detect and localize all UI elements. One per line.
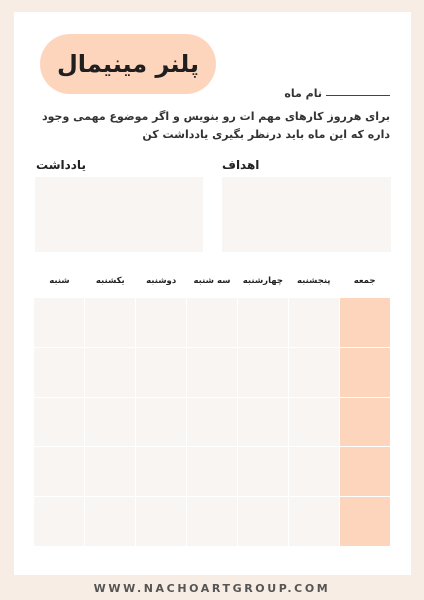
- notes-label: یادداشت: [36, 158, 86, 172]
- calendar-grid: [34, 298, 390, 546]
- page-title: پلنر مینیمال: [40, 34, 216, 94]
- weekday-header: [34, 276, 390, 288]
- calendar-cell[interactable]: [340, 398, 390, 447]
- calendar-cell[interactable]: [238, 497, 288, 546]
- calendar-cell[interactable]: [34, 447, 84, 496]
- calendar-cell[interactable]: [289, 447, 339, 496]
- calendar-cell[interactable]: [34, 348, 84, 397]
- calendar-cell[interactable]: [136, 398, 186, 447]
- calendar-cell[interactable]: [187, 497, 237, 546]
- calendar-cell[interactable]: [85, 497, 135, 546]
- calendar-cell[interactable]: [187, 398, 237, 447]
- calendar-cell[interactable]: [289, 497, 339, 546]
- day-label-thursday: پنجشنبه: [296, 276, 331, 286]
- calendar-cell[interactable]: [238, 348, 288, 397]
- day-label-sunday: یکشنبه: [95, 276, 125, 286]
- calendar-cell[interactable]: [136, 497, 186, 546]
- calendar-cell[interactable]: [34, 298, 84, 347]
- day-label-friday: جمعه: [353, 276, 376, 286]
- calendar-cell[interactable]: [238, 398, 288, 447]
- calendar-cell[interactable]: [238, 298, 288, 347]
- calendar-cell[interactable]: [340, 497, 390, 546]
- calendar-cell[interactable]: [34, 497, 84, 546]
- calendar-cell[interactable]: [85, 298, 135, 347]
- calendar-cell[interactable]: [340, 447, 390, 496]
- notes-box[interactable]: [35, 177, 203, 252]
- day-label-tuesday: سه شنبه: [193, 276, 231, 286]
- calendar-cell[interactable]: [136, 447, 186, 496]
- day-label-wednesday: چهارشنبه: [242, 276, 283, 286]
- calendar-cell[interactable]: [340, 348, 390, 397]
- calendar-cell[interactable]: [289, 398, 339, 447]
- calendar-cell[interactable]: [238, 447, 288, 496]
- calendar-cell[interactable]: [187, 348, 237, 397]
- month-label: نام ماه: [284, 87, 322, 100]
- month-input-line[interactable]: [326, 95, 390, 96]
- goals-box[interactable]: [222, 177, 391, 252]
- calendar-cell[interactable]: [136, 298, 186, 347]
- footer-url: WWW.NACHOARTGROUP.COM: [93, 582, 331, 595]
- calendar-cell[interactable]: [289, 348, 339, 397]
- calendar-cell[interactable]: [340, 298, 390, 347]
- day-label-monday: دوشنبه: [146, 276, 177, 286]
- calendar-cell[interactable]: [85, 398, 135, 447]
- goals-label: اهداف: [222, 158, 260, 172]
- day-label-saturday: شنبه: [49, 276, 70, 286]
- calendar-cell[interactable]: [289, 298, 339, 347]
- calendar-cell[interactable]: [187, 298, 237, 347]
- calendar-cell[interactable]: [187, 447, 237, 496]
- calendar-cell[interactable]: [85, 348, 135, 397]
- calendar-cell[interactable]: [85, 447, 135, 496]
- calendar-cell[interactable]: [34, 398, 84, 447]
- calendar-cell[interactable]: [136, 348, 186, 397]
- description-text: برای هرروز کارهای مهم ات رو بنویس و اگر موضوع مهمی وجود داره که این ماه باید درنظر بگیری یادداشت کن: [42, 110, 390, 141]
